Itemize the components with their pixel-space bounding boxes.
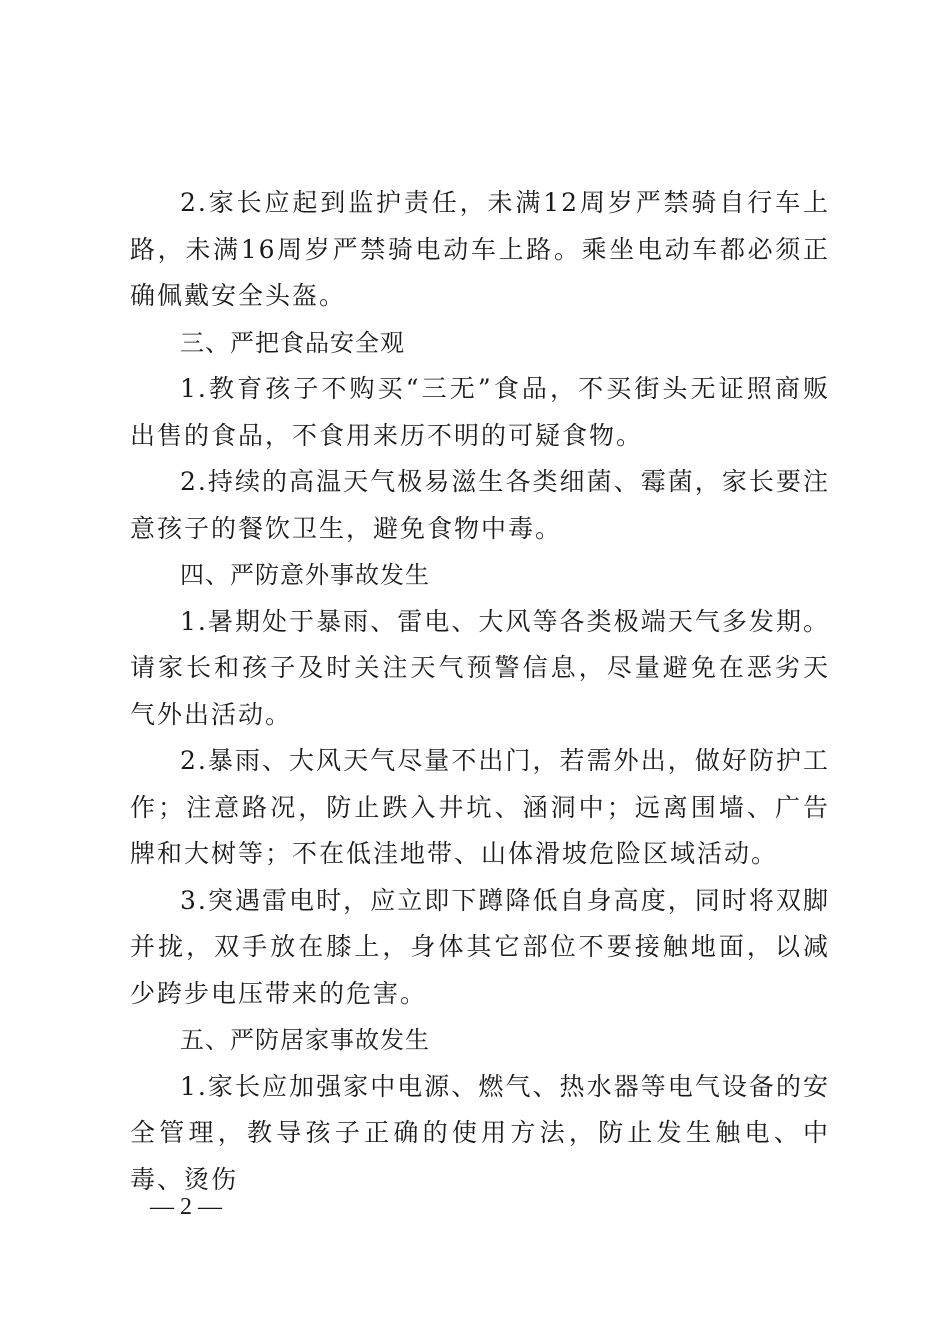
section-heading-home-safety: 五、严防居家事故发生 <box>180 1026 430 1054</box>
paragraph-bike-safety: 2.家长应起到监护责任，未满12周岁严禁骑自行车上路，未满16周岁严禁骑电动车上路。乘坐电动车都必须正确佩戴安全头盔。 <box>130 188 830 310</box>
paragraph-storm-precautions: 2.暴雨、大风天气尽量不出门，若需外出，做好防护工作；注意路况，防止跌入井坑、涵洞中；远离围墙、广告牌和大树等；不在低洼地带、山体滑坡危险区域活动。 <box>130 746 830 868</box>
section-heading-food-safety: 三、严把食品安全观 <box>180 328 405 357</box>
paragraph-food-hygiene: 2.持续的高温天气极易滋生各类细菌、霉菌，家长要注意孩子的餐饮卫生，避免食物中毒。 <box>130 467 830 543</box>
paragraph-three-no-food: 1.教育孩子不购买“三无”食品，不买街头无证照商贩出售的食品，不食用来历不明的可疑食物。 <box>130 374 830 450</box>
document-body <box>130 180 830 1203</box>
paragraph-lightning-safety: 3.突遇雷电时，应立即下蹲降低自身高度，同时将双脚并拢，双手放在膝上，身体其它部位不要接触地面，以减少跨步电压带来的危害。 <box>130 885 830 1008</box>
paragraph-extreme-weather: 1.暑期处于暴雨、雷电、大风等各类极端天气多发期。请家长和孩子及时关注天气预警信息，尽量避免在恶劣天气外出活动。 <box>130 606 830 729</box>
paragraph-home-appliances: 1.家长应加强家中电源、燃气、热水器等电气设备的安全管理，教导孩子正确的使用方法，防止发生触电、中毒、烫伤 <box>130 1071 830 1194</box>
page-number: — 2 — <box>150 1194 222 1220</box>
section-heading-accident-prevention: 四、严防意外事故发生 <box>180 561 430 589</box>
